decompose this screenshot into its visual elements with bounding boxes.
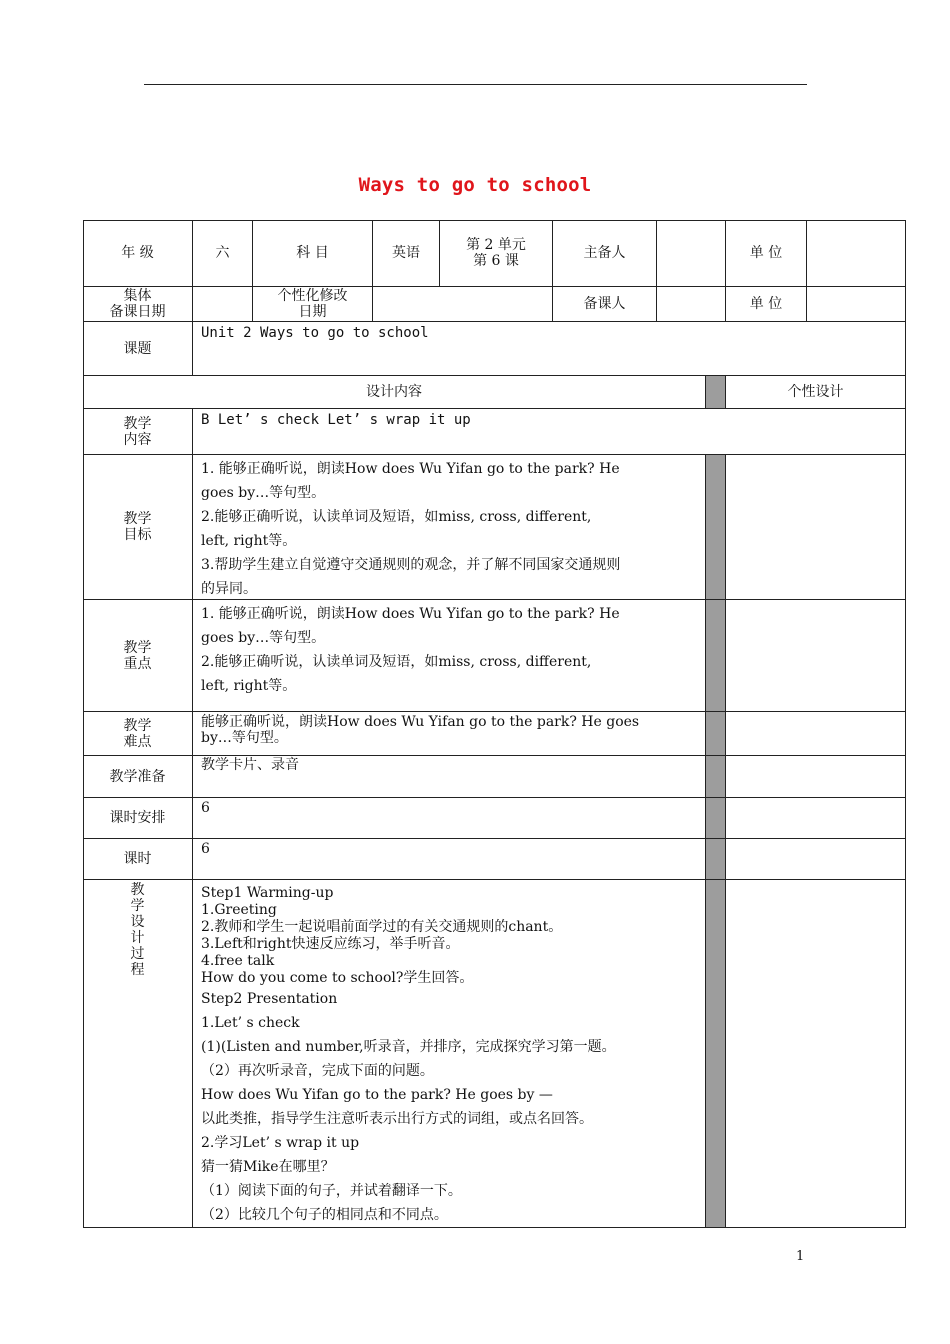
- subject-value: 英语: [373, 220, 440, 287]
- key-point-line: goes by…等句型。: [201, 630, 326, 646]
- process-label-char: 过: [130, 946, 145, 962]
- difficulties-label-line2: 难点: [123, 733, 152, 750]
- gray-divider: [706, 839, 726, 880]
- preparer-value: [657, 220, 726, 287]
- process-personal: [726, 880, 906, 1228]
- grade-label: 年 级: [83, 220, 193, 287]
- gray-divider: [706, 798, 726, 839]
- preparation-value: 教学卡片、录音: [193, 756, 706, 798]
- unit-lesson-cell: [440, 220, 553, 287]
- subject-label: 科 目: [253, 220, 373, 287]
- preparation-label: 教学准备: [83, 756, 193, 798]
- process-line: （2）再次听录音，完成下面的问题。: [201, 1063, 434, 1079]
- schedule-personal: [726, 798, 906, 839]
- process-label-char: 程: [130, 962, 145, 978]
- objective-line: left, right等。: [201, 533, 297, 549]
- lesson-number: 第 6 课: [473, 253, 519, 269]
- gray-divider: [706, 756, 726, 798]
- process-line: 3.Left和right快速反应练习，举手听音。: [201, 936, 460, 952]
- process-line: 2.学习Let’ s wrap it up: [201, 1135, 360, 1151]
- difficulties-label: [83, 712, 193, 756]
- process-label-char: 设: [130, 914, 145, 930]
- content-label: [83, 409, 193, 455]
- personal-date-label-line1: 个性化修改: [277, 288, 348, 304]
- process-line: Step2 Presentation: [201, 991, 338, 1007]
- document-title: Ways to go to school: [358, 174, 592, 196]
- lesson-preparer-value: [657, 287, 726, 322]
- unit-value-2: [807, 287, 906, 322]
- lesson-preparer-label: 备课人: [553, 287, 657, 322]
- design-content-header: 设计内容: [83, 376, 706, 409]
- process-line: 以此类推，指导学生注意听表示出行方式的词组，或点名回答。: [201, 1111, 593, 1127]
- objectives-label-line1: 教学: [123, 511, 152, 527]
- grade-value: 六: [193, 220, 253, 287]
- process-line: (1)(Listen and number,听录音，并排序，完成探究学习第一题。: [201, 1039, 616, 1055]
- difficulties-label-line1: 教学: [123, 717, 152, 734]
- gray-divider: [706, 600, 726, 712]
- topic-label: 课题: [83, 322, 193, 376]
- personal-date-label: [253, 287, 373, 322]
- group-date-label: [83, 287, 193, 322]
- group-date-value: [193, 287, 253, 322]
- process-line: 2.教师和学生一起说唱前面学过的有关交通规则的chant。: [201, 919, 563, 935]
- topic-value: Unit 2 Ways to go to school: [193, 322, 906, 376]
- preparation-personal: [726, 756, 906, 798]
- period-label: 课时: [83, 839, 193, 880]
- process-line: How does Wu Yifan go to the park? He goes by —: [201, 1087, 553, 1103]
- key-points-label-line2: 重点: [123, 655, 152, 672]
- gray-divider: [706, 880, 726, 1228]
- process-label: [83, 880, 193, 1228]
- personal-date-label-line2: 日期: [298, 304, 327, 320]
- objectives-label: [83, 455, 193, 600]
- objective-line: 1. 能够正确听说，朗读How does Wu Yifan go to the park? He: [201, 461, 620, 477]
- personal-design-header: 个性设计: [726, 376, 906, 409]
- process-line: （1）阅读下面的句子，并试着翻译一下。: [201, 1183, 462, 1199]
- difficulties-personal: [726, 712, 906, 756]
- process-text: [193, 880, 706, 1228]
- schedule-label: 课时安排: [83, 798, 193, 839]
- process-line: （2）比较几个句子的相同点和不同点。: [201, 1207, 448, 1223]
- difficulty-line: by…等句型。: [201, 730, 288, 746]
- gray-divider: [706, 455, 726, 600]
- key-points-text: [193, 600, 706, 712]
- process-label-char: 学: [130, 898, 145, 914]
- difficulties-text: [193, 712, 706, 756]
- objective-line: 的异同。: [201, 581, 257, 597]
- schedule-value: 6: [193, 798, 706, 839]
- objectives-text: [193, 455, 706, 600]
- process-line: 1.Greeting: [201, 902, 277, 918]
- period-value: 6: [193, 839, 706, 880]
- process-line: How do you come to school?学生回答。: [201, 970, 474, 986]
- gray-divider: [706, 712, 726, 756]
- process-line: 4.free talk: [201, 953, 275, 969]
- unit-label: 单 位: [726, 220, 807, 287]
- content-label-line2: 内容: [123, 431, 152, 448]
- objective-line: 2.能够正确听说，认读单词及短语，如miss, cross, different,: [201, 509, 592, 525]
- objectives-personal: [726, 455, 906, 600]
- period-personal: [726, 839, 906, 880]
- key-points-label-line1: 教学: [123, 639, 152, 656]
- objective-line: goes by…等句型。: [201, 485, 326, 501]
- process-line: 1.Let’ s check: [201, 1015, 300, 1031]
- process-line: Step1 Warming-up: [201, 885, 334, 901]
- content-value: B Let’ s check Let’ s wrap it up: [193, 409, 906, 455]
- gray-divider: [706, 376, 726, 409]
- personal-date-value: [373, 287, 553, 322]
- key-points-personal: [726, 600, 906, 712]
- unit-label-2: 单 位: [726, 287, 807, 322]
- content-label-line1: 教学: [123, 415, 152, 432]
- process-label-char: 计: [130, 930, 145, 946]
- process-label-char: 教: [130, 882, 145, 898]
- unit-value: [807, 220, 906, 287]
- group-date-label-line2: 备课日期: [109, 304, 166, 320]
- difficulty-line: 能够正确听说，朗读How does Wu Yifan go to the park? He goes: [201, 714, 640, 730]
- key-points-label: [83, 600, 193, 712]
- process-line: 猜一猜Mike在哪里？: [201, 1159, 335, 1175]
- objective-line: 3.帮助学生建立自觉遵守交通规则的观念，并了解不同国家交通规则: [201, 557, 621, 573]
- preparer-label: 主备人: [553, 220, 657, 287]
- page-number: 1: [796, 1249, 805, 1264]
- key-point-line: 2.能够正确听说，认读单词及短语，如miss, cross, different,: [201, 654, 592, 670]
- key-point-line: left, right等。: [201, 678, 297, 694]
- key-point-line: 1. 能够正确听说，朗读How does Wu Yifan go to the park? He: [201, 606, 620, 622]
- header-rule: [144, 84, 807, 85]
- objectives-label-line2: 目标: [123, 527, 152, 543]
- unit-number: 第 2 单元: [466, 237, 526, 253]
- group-date-label-line1: 集体: [123, 288, 152, 304]
